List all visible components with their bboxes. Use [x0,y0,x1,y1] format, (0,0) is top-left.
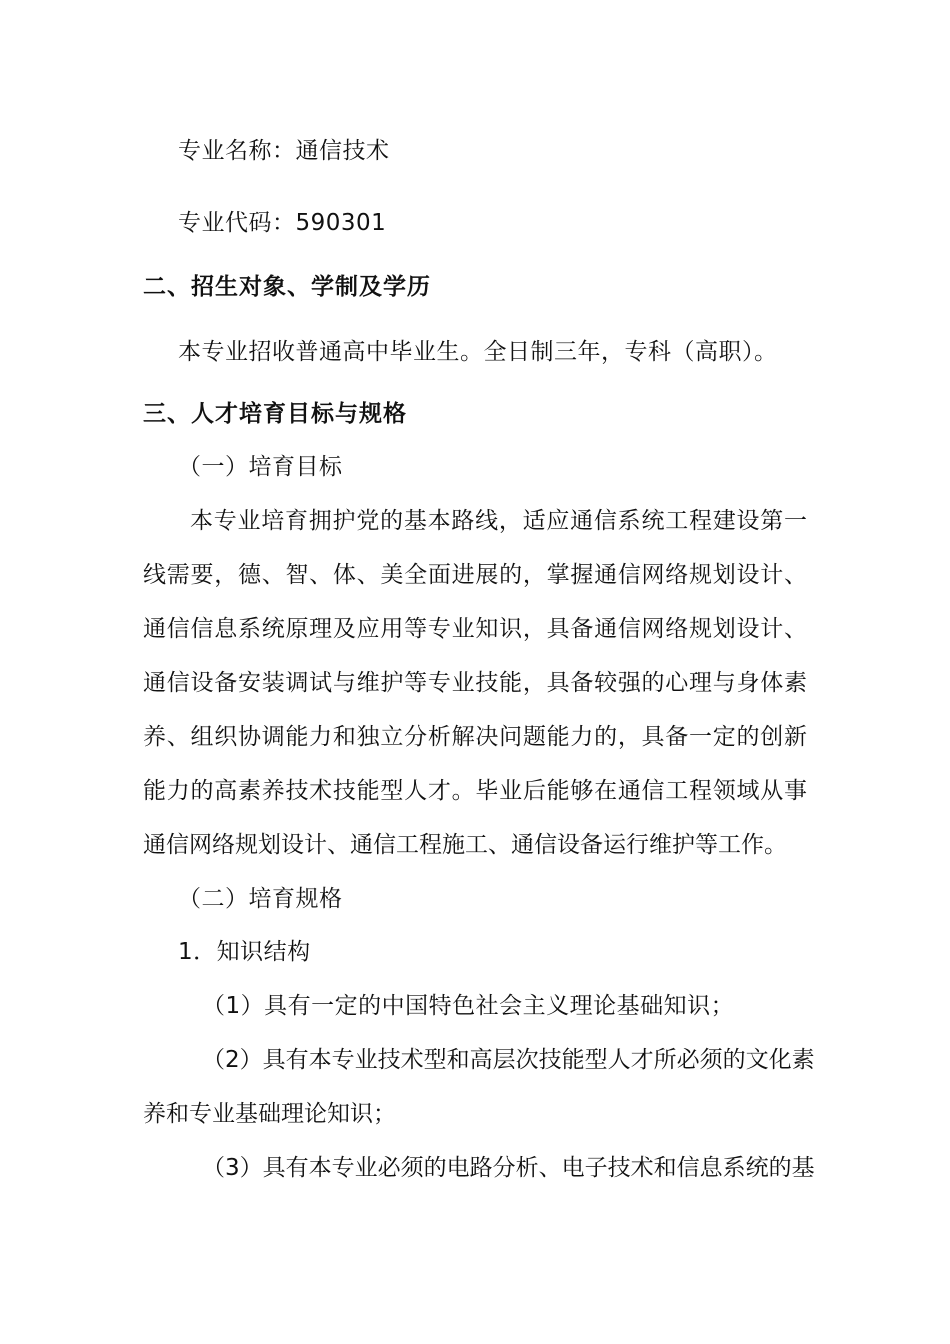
training-goal-paragraph [143,505,807,865]
paragraph-line: 通信网络规划设计、通信工程施工、通信设备运行维护等工作。 [143,832,787,858]
paragraph-line: 线需要，德、智、体、美全面进展的，掌握通信网络规划设计、 [143,562,807,588]
paragraph-line: 通信信息系统原理及应用等专业知识，具备通信网络规划设计、 [143,616,807,642]
knowledge-item-1: （1）具有一定的中国特色社会主义理论基础知识； [202,993,735,1019]
paragraph-line: （3）具有本专业必须的电路分析、电子技术和信息系统的基 [202,1155,815,1181]
paragraph-line: （2）具有本专业技术型和高层次技能型人才所必须的文化素 [202,1047,815,1073]
major-name-line: 专业名称：通信技术 [178,138,390,164]
paragraph-line: 本专业培育拥护党的基本路线，适应通信系统工程建设第一 [190,508,807,534]
paragraph-line: 养和专业基础理论知识； [143,1101,396,1127]
section-2-body: 本专业招收普通高中毕业生。全日制三年，专科（高职）。 [178,339,778,365]
knowledge-item-2 [143,1044,815,1130]
knowledge-structure-heading: 1．知识结构 [178,939,311,965]
paragraph-line: 养、组织协调能力和独立分析解决问题能力的，具备一定的创新 [143,724,807,750]
knowledge-item-3 [143,1152,815,1184]
subsection-2-heading: （二）培育规格 [178,886,343,912]
subsection-1-heading: （一）培育目标 [178,454,343,480]
paragraph-line: 能力的高素养技术技能型人才。毕业后能够在通信工程领域从事 [143,778,807,804]
section-2-heading: 二、招生对象、学制及学历 [143,274,431,300]
major-code-line: 专业代码：590301 [178,210,387,236]
section-3-heading: 三、人才培育目标与规格 [143,401,407,427]
paragraph-line: 通信设备安装调试与维护等专业技能，具备较强的心理与身体素 [143,670,807,696]
